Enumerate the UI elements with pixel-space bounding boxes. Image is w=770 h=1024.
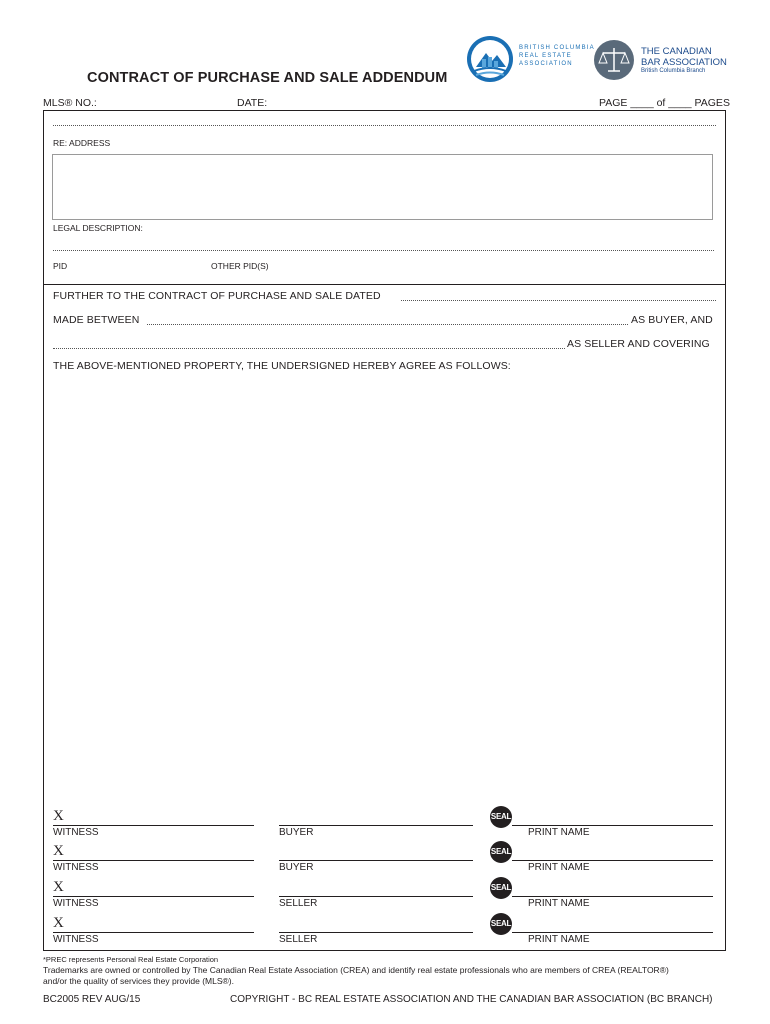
trademark-line-1: Trademarks are owned or controlled by The Canadian Real Estate Association (CREA) and identify real estate professionals who are members of CREA (REALTOR®) [43, 965, 669, 975]
party-signature-line[interactable] [279, 860, 473, 861]
print-name-line[interactable] [512, 825, 713, 826]
form-code: BC2005 REV AUG/15 [43, 994, 141, 1005]
copyright-text: COPYRIGHT - BC REAL ESTATE ASSOCIATION AND THE CANADIAN BAR ASSOCIATION (BC BRANCH) [230, 994, 713, 1005]
right-border-top [725, 110, 726, 284]
seal-icon: SEAL [490, 913, 512, 935]
made-between-text: MADE BETWEEN [53, 314, 140, 326]
cba-logo-subtitle: British Columbia Branch [641, 68, 706, 74]
buyer-name-field[interactable] [147, 324, 628, 325]
bcrea-logo-text: BRITISH COLUMBIA REAL ESTATE ASSOCIATION [519, 45, 595, 67]
print-name-label: PRINT NAME [528, 934, 590, 945]
pid-label: PID [53, 261, 68, 271]
header-rule [43, 110, 726, 111]
contract-date-field[interactable] [401, 300, 716, 301]
address-box[interactable] [52, 154, 713, 220]
witness-signature-line[interactable] [53, 825, 254, 826]
party-label: BUYER [279, 827, 314, 838]
further-to-line [53, 290, 381, 302]
witness-label: WITNESS [53, 934, 99, 945]
mls-label: MLS® NO.: [43, 97, 97, 109]
terms-area[interactable] [53, 376, 716, 796]
left-border-top [43, 110, 44, 284]
party-signature-line[interactable] [279, 825, 473, 826]
x-mark: X [53, 843, 64, 859]
seal-icon: SEAL [490, 877, 512, 899]
page-count-label: PAGE ____ of ____ PAGES [599, 97, 730, 109]
witness-label: WITNESS [53, 898, 99, 909]
witness-signature-line[interactable] [53, 932, 254, 933]
witness-signature-line[interactable] [53, 896, 254, 897]
form-title: CONTRACT OF PURCHASE AND SALE ADDENDUM [87, 70, 448, 86]
witness-label: WITNESS [53, 862, 99, 873]
further-to-text: FURTHER TO THE CONTRACT OF PURCHASE AND SALE DATED [53, 290, 381, 302]
re-address-label: RE: ADDRESS [53, 138, 111, 148]
party-label: BUYER [279, 862, 314, 873]
x-mark: X [53, 915, 64, 931]
date-label: DATE: [237, 97, 268, 109]
cba-scales-icon [593, 39, 635, 81]
print-name-label: PRINT NAME [528, 898, 590, 909]
witness-signature-line[interactable] [53, 860, 254, 861]
witness-label: WITNESS [53, 827, 99, 838]
print-name-line[interactable] [512, 896, 713, 897]
bcrea-logo-icon [466, 35, 514, 83]
legal-description-line[interactable] [53, 250, 714, 251]
as-seller-text: AS SELLER AND COVERING [567, 338, 710, 350]
print-name-label: PRINT NAME [528, 862, 590, 873]
print-name-line[interactable] [512, 860, 713, 861]
x-mark: X [53, 879, 64, 895]
seller-name-field[interactable] [53, 348, 565, 349]
print-name-label: PRINT NAME [528, 827, 590, 838]
legal-description-label: LEGAL DESCRIPTION: [53, 223, 143, 233]
party-signature-line[interactable] [279, 896, 473, 897]
party-label: SELLER [279, 934, 318, 945]
seal-icon: SEAL [490, 806, 512, 828]
prec-note: *PREC represents Personal Real Estate Corporation [43, 955, 219, 964]
agree-as-follows-text: THE ABOVE-MENTIONED PROPERTY, THE UNDERSIGNED HEREBY AGREE AS FOLLOWS: [53, 360, 511, 372]
x-mark: X [53, 808, 64, 824]
party-label: SELLER [279, 898, 318, 909]
seal-icon: SEAL [490, 841, 512, 863]
address-line[interactable] [53, 125, 716, 126]
trademark-line-2: and/or the quality of services they provide (MLS®). [43, 976, 234, 986]
print-name-line[interactable] [512, 932, 713, 933]
other-pids-label: OTHER PID(S) [211, 261, 269, 271]
party-signature-line[interactable] [279, 932, 473, 933]
cba-logo-text: THE CANADIAN BAR ASSOCIATION [641, 46, 727, 68]
as-buyer-text: AS BUYER, AND [631, 314, 713, 326]
